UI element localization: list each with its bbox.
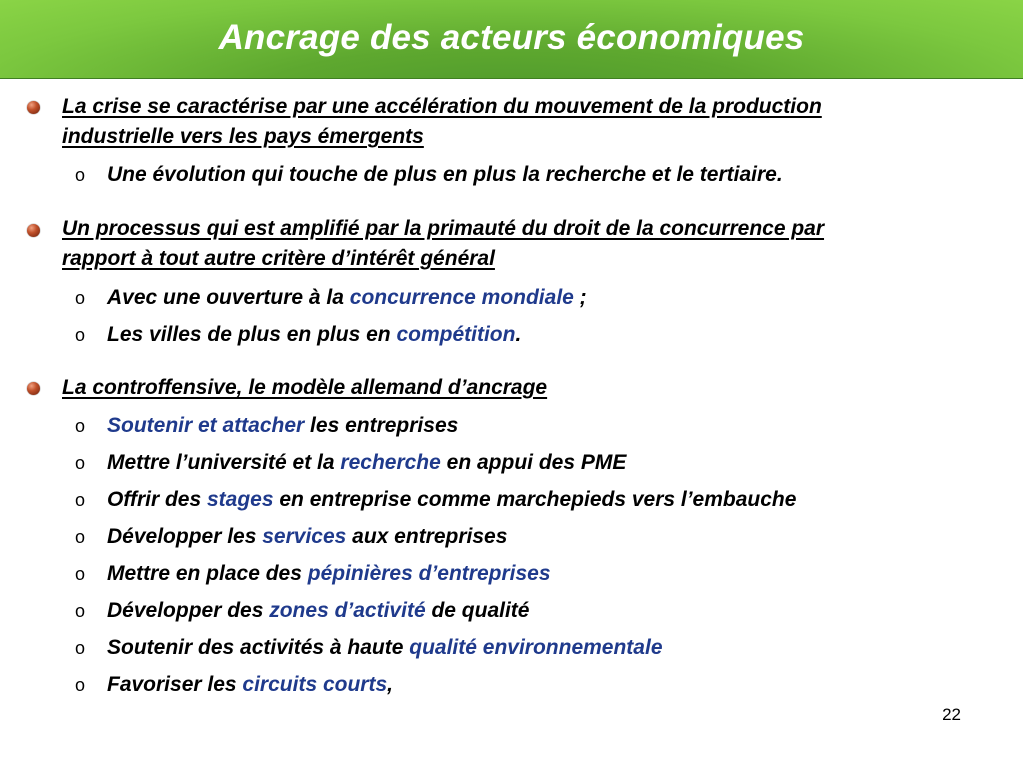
section-2-heading-line-2: rapport à tout autre critère d’intérêt général	[62, 247, 495, 270]
section-3-item-8: Favoriser les circuits courts,	[107, 673, 393, 696]
section-3-item-6: Développer des zones d’activité de qualité	[107, 599, 530, 622]
section-3-item-1: Soutenir et attacher les entreprises	[107, 414, 459, 437]
bullet-icon	[27, 224, 40, 237]
bullet-icon	[27, 382, 40, 395]
section-3-item-2: Mettre l’université et la recherche en appui des PME	[107, 451, 627, 474]
section-3-heading-line-1: La controffensive, le modèle allemand d’ancrage	[62, 376, 548, 399]
circle-bullet-icon: o	[75, 675, 86, 695]
page-number: 22	[942, 705, 961, 724]
circle-bullet-icon: o	[75, 638, 86, 658]
circle-bullet-icon: o	[75, 527, 86, 547]
section-3-item-7: Soutenir des activités à haute qualité environnementale	[107, 636, 663, 659]
circle-bullet-icon: o	[75, 453, 86, 473]
circle-bullet-icon: o	[75, 416, 86, 436]
section-3-item-5: Mettre en place des pépinières d’entreprises	[107, 562, 551, 585]
section-2-heading-line-1: Un processus qui est amplifié par la primauté du droit de la concurrence par	[62, 217, 825, 240]
slide-title: Ancrage des acteurs économiques	[218, 18, 805, 57]
circle-bullet-icon: o	[75, 490, 86, 510]
section-2-item-1: Avec une ouverture à la concurrence mondiale ;	[107, 286, 587, 309]
section-3-item-4: Développer les services aux entreprises	[107, 525, 508, 548]
circle-bullet-icon: o	[75, 165, 86, 185]
section-1-item-1: Une évolution qui touche de plus en plus la recherche et le tertiaire.	[107, 163, 783, 186]
circle-bullet-icon: o	[75, 564, 86, 584]
circle-bullet-icon: o	[75, 288, 86, 308]
circle-bullet-icon: o	[75, 325, 86, 345]
circle-bullet-icon: o	[75, 601, 86, 621]
section-1-heading-line-2: industrielle vers les pays émergents	[62, 125, 424, 148]
section-2-item-2: Les villes de plus en plus en compétition.	[107, 323, 522, 346]
section-3-item-3: Offrir des stages en entreprise comme marchepieds vers l’embauche	[107, 488, 797, 511]
bullet-icon	[27, 101, 40, 114]
section-1-heading-line-1: La crise se caractérise par une accélération du mouvement de la production	[62, 95, 822, 118]
